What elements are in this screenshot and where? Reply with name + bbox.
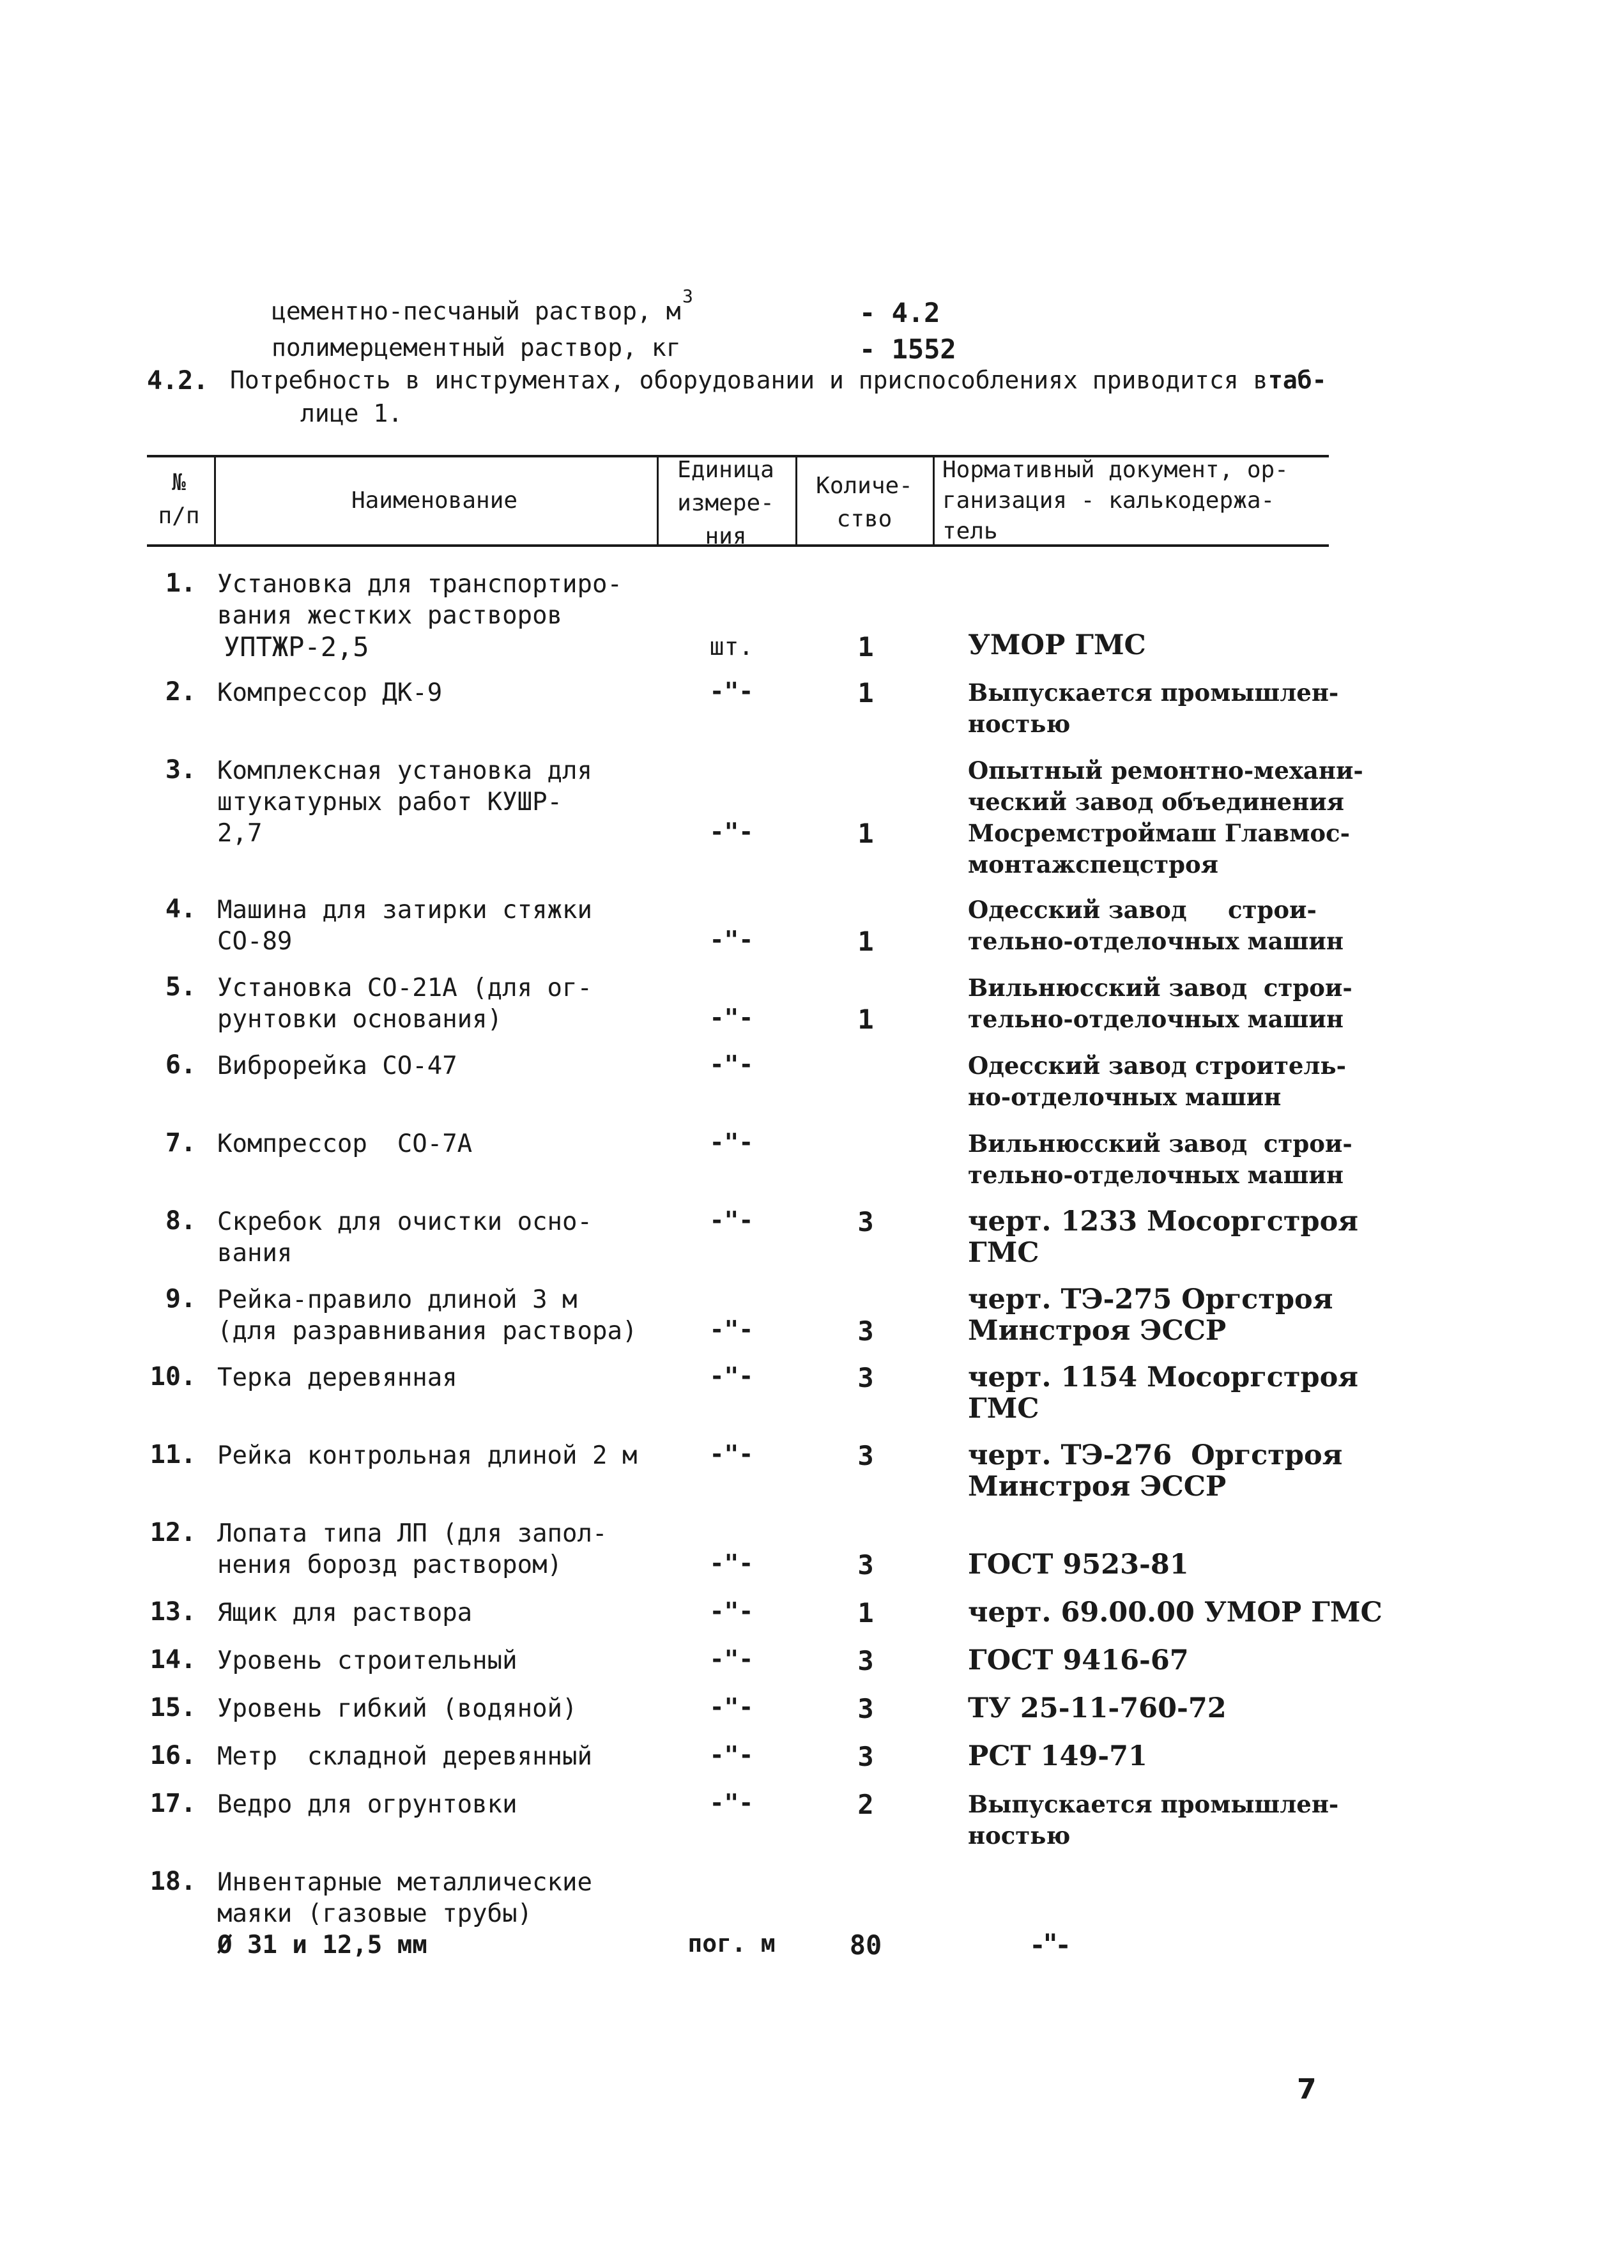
item-name-line: Уровень строительный: [217, 1646, 517, 1675]
item-document: [968, 1645, 1377, 1676]
item-name-line: Компрессор СО-7А: [217, 1130, 473, 1158]
item-document-line: Вильнюсский завод строи-: [968, 1130, 1352, 1158]
item-name-line: Уровень гибкий (водяной): [217, 1694, 578, 1723]
item-name-line: Ведро для огрунтовки: [217, 1790, 517, 1819]
item-unit: -"-: [709, 1362, 754, 1390]
item-unit: -"-: [709, 1206, 754, 1234]
header-doc-line: тель: [942, 518, 998, 544]
material-value: - 4.2: [859, 297, 940, 328]
row-number: 15.: [149, 1693, 196, 1722]
row-number: 10.: [149, 1362, 196, 1391]
row-number: 1.: [165, 569, 196, 598]
header-doc-line: Нормативный документ, ор-: [942, 457, 1289, 483]
item-quantity: 3: [857, 1206, 874, 1237]
item-document: [968, 1929, 1441, 1961]
row-number: 2.: [165, 677, 196, 707]
item-document-line: черт. ТЭ-275 Оргстроя: [968, 1283, 1333, 1315]
item-document-line: Одесский завод строи-: [968, 896, 1317, 924]
item-name-line: Виброрейка СО-47: [217, 1052, 457, 1080]
item-document-line: Опытный ремонтно-механи-: [968, 756, 1363, 785]
row-number: 14.: [149, 1645, 196, 1674]
item-name: [217, 1440, 664, 1471]
row-number: 11.: [149, 1440, 196, 1469]
item-document: [968, 894, 1377, 957]
item-unit: -"-: [709, 1789, 754, 1817]
column-divider: [933, 456, 935, 546]
item-document-line: УМОР ГМС: [968, 629, 1146, 661]
item-document-line: ГОСТ 9523-81: [968, 1549, 1189, 1581]
item-document: [968, 677, 1377, 740]
item-name-line: Комплексная установка для: [217, 756, 592, 785]
item-document-line: черт. 1154 Мосоргстроя: [968, 1361, 1359, 1393]
item-name: [217, 1206, 664, 1269]
material-value: - 1552: [859, 333, 956, 365]
item-name-line: Установка СО-21А (для ог-: [217, 974, 592, 1002]
header-num: [147, 466, 211, 533]
section-number: 4.2.: [147, 366, 209, 395]
item-quantity: 1: [857, 926, 874, 957]
header-doc: [942, 455, 1326, 547]
row-number: 18.: [149, 1867, 196, 1896]
item-quantity: 3: [857, 1645, 874, 1676]
row-number: 16.: [149, 1741, 196, 1770]
item-name-line: Установка для транспортиро-: [217, 570, 622, 599]
item-quantity: 1: [857, 818, 874, 849]
row-number: 17.: [149, 1789, 196, 1818]
row-number: 9.: [165, 1284, 196, 1314]
item-name: [217, 972, 664, 1035]
item-document: [968, 1693, 1377, 1724]
item-name-line: нения борозд раствором): [217, 1551, 563, 1579]
item-name-line: Инвентарные металлические: [217, 1868, 592, 1897]
item-document: [968, 1128, 1377, 1191]
row-number: 12.: [149, 1518, 196, 1547]
intro-line-1-tail: таб-: [1268, 366, 1327, 394]
item-document-line: Минстроя ЭССР: [968, 1315, 1227, 1347]
item-document-line: РСТ 149-71: [968, 1740, 1147, 1772]
header-qty-line: Количе-: [816, 473, 913, 499]
item-name-line: Компрессор ДК-9: [217, 678, 443, 707]
item-name-line: Терка деревянная: [217, 1363, 457, 1392]
item-document-line: Вильнюсский завод строи-: [968, 974, 1352, 1002]
item-unit: -"-: [709, 1741, 754, 1769]
item-name-line: Ящик для раствора: [217, 1598, 473, 1627]
row-number: 7.: [165, 1128, 196, 1158]
item-unit: -"-: [709, 1597, 754, 1625]
material-label: полимерцементный раствор, кг: [272, 333, 681, 362]
item-quantity: 1: [857, 631, 874, 663]
item-name-line: Машина для затирки стяжки: [217, 896, 592, 924]
header-name: Наименование: [351, 487, 518, 514]
item-quantity: 3: [857, 1693, 874, 1724]
item-document-line: ностью: [968, 1821, 1071, 1850]
item-name-line: вания: [217, 1239, 293, 1268]
item-unit: шт.: [709, 632, 754, 661]
item-document-line: монтажспецстроя: [968, 850, 1218, 878]
item-document: [968, 972, 1377, 1035]
intro-line-1: Потребность в инструментах, оборудовании и приспособлениях приводится в: [230, 366, 1268, 394]
item-document: [968, 1789, 1377, 1851]
row-number: 6.: [165, 1050, 196, 1080]
item-name: [217, 1645, 664, 1676]
item-document-line: но-отделочных машин: [968, 1083, 1282, 1111]
item-document-line: Мосремстроймаш Главмос-: [968, 819, 1350, 847]
item-name: [217, 1362, 664, 1393]
item-unit: -"-: [709, 1050, 754, 1078]
item-name-line: (для разравнивания раствора): [217, 1317, 638, 1345]
item-name-line: штукатурных работ КУШР-: [217, 788, 563, 816]
item-name: [217, 1597, 664, 1628]
item-name: [217, 755, 664, 849]
item-unit: -"-: [709, 1315, 754, 1344]
item-unit: -"-: [709, 1549, 754, 1577]
item-name: [217, 677, 664, 709]
item-document: [968, 1440, 1377, 1503]
row-number: 5.: [165, 972, 196, 1002]
item-document-line: черт. ТЭ-276 Оргстроя: [968, 1439, 1343, 1471]
item-unit: -"-: [709, 1004, 754, 1032]
item-name-line: Рейка-правило длиной 3 м: [217, 1285, 578, 1314]
item-document: [968, 1741, 1377, 1772]
header-unit-line: измере-: [677, 490, 774, 516]
header-doc-line: ганизация - калькодержа-: [942, 487, 1275, 514]
item-quantity: 3: [857, 1315, 874, 1347]
header-num-line: №: [172, 470, 186, 496]
item-quantity: 2: [857, 1789, 874, 1820]
item-name-line: Ø 31 и 12,5 мм: [217, 1931, 427, 1959]
item-document-line: ческий завод объединения: [968, 788, 1345, 816]
item-name: [217, 1867, 664, 1961]
item-name: [217, 894, 664, 957]
item-document-line: ТУ 25-11-760-72: [968, 1692, 1227, 1724]
item-document: [968, 1284, 1377, 1347]
item-document: [968, 1549, 1377, 1581]
item-unit: -"-: [709, 818, 754, 846]
item-name-line: 2,7: [217, 819, 263, 848]
item-document-line: тельно-отделочных машин: [968, 1161, 1344, 1189]
header-unit-line: Единица: [677, 457, 774, 483]
item-document-line: ГОСТ 9416-67: [968, 1644, 1189, 1676]
item-name: [217, 1128, 664, 1160]
item-unit: -"-: [709, 1645, 754, 1673]
item-unit: -"-: [709, 1440, 754, 1468]
item-unit: -"-: [709, 677, 754, 705]
item-name: [217, 1741, 664, 1772]
page-number: 7: [1297, 2073, 1317, 2106]
item-document-line: Одесский завод строитель-: [968, 1052, 1346, 1080]
row-number: 13.: [149, 1597, 196, 1627]
item-name-line: СО-89: [217, 927, 293, 956]
row-number: 3.: [165, 755, 196, 785]
item-name: [217, 1284, 664, 1347]
unit-superscript: 3: [682, 286, 693, 307]
row-number: 4.: [165, 894, 196, 924]
item-name-line: Лопата типа ЛП (для запол-: [217, 1519, 608, 1548]
item-document: [968, 1206, 1377, 1269]
item-name-line: вания жестких растворов: [217, 601, 563, 630]
item-document-line: ГМС: [968, 1237, 1039, 1269]
header-qty: [797, 470, 931, 536]
item-name: [217, 1693, 664, 1724]
item-unit: -"-: [709, 1693, 754, 1721]
row-number: 8.: [165, 1206, 196, 1236]
item-document-line: тельно-отделочных машин: [968, 1005, 1344, 1033]
item-document-line: Минстроя ЭССР: [968, 1471, 1227, 1503]
item-document-line: тельно-отделочных машин: [968, 927, 1344, 955]
item-quantity: 1: [857, 1597, 874, 1628]
item-document: [968, 1050, 1377, 1113]
item-document-line: -"-: [1032, 1929, 1069, 1961]
item-name: [217, 1050, 664, 1082]
item-name-line: Рейка контрольная длиной 2 м: [217, 1441, 638, 1470]
item-name: [217, 569, 664, 663]
item-name-line: маяки (газовые трубы): [217, 1899, 533, 1928]
column-divider: [214, 456, 216, 546]
item-name-line: Скребок для очистки осно-: [217, 1207, 592, 1236]
header-qty-line: ство: [836, 506, 892, 532]
item-name-line: рунтовки основания): [217, 1005, 503, 1034]
item-document: [968, 1362, 1377, 1425]
item-document-line: черт. 1233 Мосоргстроя: [968, 1206, 1359, 1237]
item-quantity: 3: [857, 1549, 874, 1581]
item-quantity: 3: [857, 1741, 874, 1772]
item-document-line: Выпускается промышлен-: [968, 1790, 1339, 1818]
item-name-line: Метр складной деревянный: [217, 1742, 592, 1771]
header-unit: [658, 454, 793, 553]
item-quantity: 1: [857, 1004, 874, 1035]
material-label: цементно-песчаный раствор, м: [272, 297, 681, 325]
item-document: [968, 630, 1377, 661]
item-unit: -"-: [709, 1128, 754, 1156]
item-document: [968, 755, 1377, 880]
item-name-line: УПТЖР-2,5: [224, 631, 369, 663]
header-unit-line: ния: [705, 523, 747, 549]
intro-line-2: лице 1.: [300, 399, 403, 427]
intro-paragraph: [147, 366, 1327, 395]
item-quantity: 3: [857, 1440, 874, 1471]
item-quantity: 3: [857, 1362, 874, 1393]
item-document: [968, 1597, 1383, 1628]
item-document-line: Выпускается промышлен-: [968, 678, 1339, 707]
item-document-line: черт. 69.00.00 УМОР ГМС: [968, 1597, 1383, 1628]
item-quantity: 80: [849, 1929, 882, 1961]
item-name: [217, 1518, 664, 1581]
item-name: [217, 1789, 664, 1820]
item-unit: -"-: [709, 926, 754, 954]
item-quantity: 1: [857, 677, 874, 709]
item-document-line: ГМС: [968, 1393, 1039, 1425]
item-unit: пог. м: [687, 1929, 776, 1958]
item-document-line: ностью: [968, 710, 1071, 738]
header-num-line: п/п: [158, 503, 200, 529]
